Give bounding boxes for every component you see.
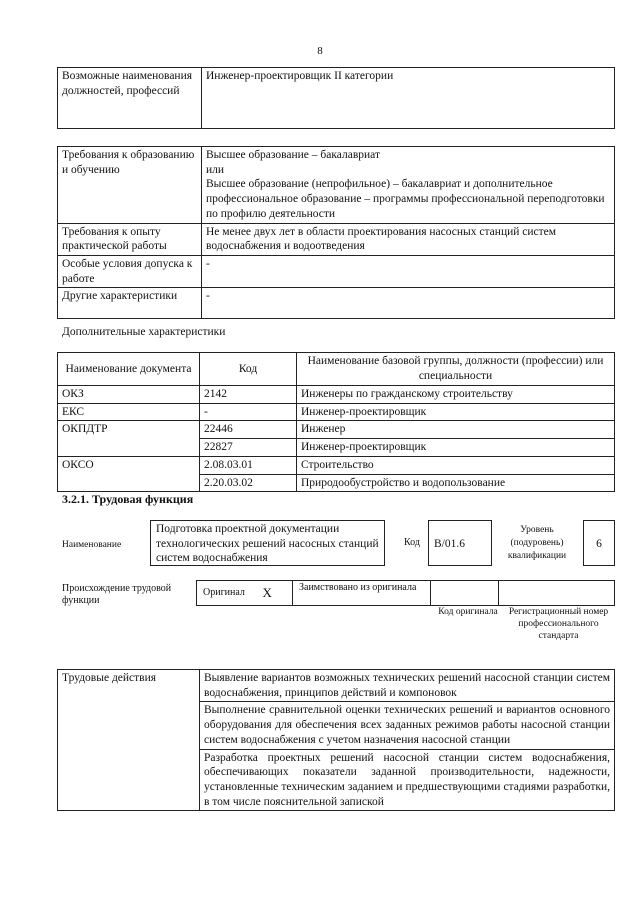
cell-doc: ОКПДТР bbox=[58, 421, 200, 439]
cell-code: 2142 bbox=[200, 386, 297, 404]
cell-code: 2.08.03.01 bbox=[200, 456, 297, 474]
table-row bbox=[58, 223, 615, 255]
cell-code: 2.20.03.02 bbox=[200, 474, 297, 492]
original-code-label: Код оригинала bbox=[438, 607, 498, 617]
cell-name: Инженер-проектировщик bbox=[297, 439, 615, 457]
conditions-value: - bbox=[202, 256, 615, 288]
table-row bbox=[58, 403, 615, 421]
education-value: Высшее образование – бакалавриат или Высшее образование (непрофильное) – бакалавриат и дополнительное профессиональное образование – программы профессиональной переподготовки по профилю деятельности bbox=[202, 147, 615, 224]
function-level-label: Уровень (подуровень) квалификации bbox=[507, 525, 567, 561]
cell-name: Строительство bbox=[297, 456, 615, 474]
table-row bbox=[58, 288, 615, 319]
cell-name: Природообустройство и водопользование bbox=[297, 474, 615, 492]
conditions-label: Особые условия допуска к работе bbox=[58, 256, 202, 288]
table-row bbox=[58, 439, 615, 457]
function-heading: 3.2.1. Трудовая функция bbox=[62, 492, 194, 506]
table-row bbox=[58, 670, 615, 702]
function-name-label: Наименование bbox=[62, 540, 122, 550]
actions-label: Трудовые действия bbox=[58, 670, 200, 811]
actions-table bbox=[57, 669, 615, 811]
borrowed-label: Заимствовано из оригинала bbox=[293, 581, 431, 606]
cell-doc bbox=[58, 439, 200, 457]
original-mark: X bbox=[257, 581, 293, 606]
origin-table bbox=[196, 580, 615, 606]
cell-name: Инженер bbox=[297, 421, 615, 439]
requirements-table bbox=[57, 146, 615, 319]
table-row bbox=[58, 147, 615, 224]
cell-code: 22446 bbox=[200, 421, 297, 439]
positions-label: Возможные наименования должностей, профессий bbox=[58, 68, 202, 129]
cell-doc: ОКСО bbox=[58, 456, 200, 474]
table-row bbox=[58, 421, 615, 439]
cell-name: Инженер-проектировщик bbox=[297, 403, 615, 421]
table-row bbox=[58, 456, 615, 474]
cell-name: Инженеры по гражданскому строительству bbox=[297, 386, 615, 404]
table-row bbox=[58, 386, 615, 404]
col-header-name: Наименование базовой группы, должности (профессии) или специальности bbox=[297, 353, 615, 386]
cell-code: 22827 bbox=[200, 439, 297, 457]
table-row bbox=[58, 68, 615, 129]
action-item: Разработка проектных решений насосной станции систем водоснабжения, обеспечивающих показатели заданной производительности, надежности, установленные техническим заданием и предшествующими стадиями разработки, в том числе пояснительной запиской bbox=[200, 749, 615, 811]
page-number: 8 bbox=[317, 45, 323, 57]
table-row bbox=[58, 474, 615, 492]
positions-value: Инженер-проектировщик II категории bbox=[202, 68, 615, 129]
col-header-document: Наименование документа bbox=[58, 353, 200, 386]
reg-number-label: Регистрационный номер профессионального стандарта bbox=[508, 607, 609, 641]
function-code-value: B/01.6 bbox=[428, 520, 492, 566]
cell-doc: ОКЗ bbox=[58, 386, 200, 404]
function-code-label: Код bbox=[404, 537, 420, 548]
additional-table bbox=[57, 352, 615, 492]
experience-value: Не менее двух лет в области проектирования насосных станций систем водоснабжения и водоотведения bbox=[202, 223, 615, 255]
table-row bbox=[58, 256, 615, 288]
cell-code: - bbox=[200, 403, 297, 421]
function-level-value: 6 bbox=[583, 520, 615, 566]
action-item: Выполнение сравнительной оценки технических решений и вариантов основного оборудования для обеспечения всех заданных режимов работы насосной станции систем водоснабжения с учетом назначения насосной станции bbox=[200, 702, 615, 749]
experience-label: Требования к опыту практической работы bbox=[58, 223, 202, 255]
additional-title: Дополнительные характеристики bbox=[62, 326, 226, 338]
positions-table bbox=[57, 67, 615, 129]
education-label: Требования к образованию и обучению bbox=[58, 147, 202, 224]
other-value: - bbox=[202, 288, 615, 319]
action-item: Выявление вариантов возможных технических решений насосной станции систем водоснабжения, принципов действий и компоновок bbox=[200, 670, 615, 702]
cell-doc: ЕКС bbox=[58, 403, 200, 421]
origin-label: Происхождение трудовой функции bbox=[62, 583, 172, 606]
other-label: Другие характеристики bbox=[58, 288, 202, 319]
reg-number-cell bbox=[499, 581, 615, 606]
original-label: Оригинал bbox=[197, 581, 257, 606]
cell-doc bbox=[58, 474, 200, 492]
table-header-row bbox=[58, 353, 615, 386]
original-code-cell bbox=[431, 581, 499, 606]
function-name-value: Подготовка проектной документации технологических решений насосных станций систем водоснабжения bbox=[150, 520, 385, 566]
col-header-code: Код bbox=[200, 353, 297, 386]
table-row bbox=[197, 581, 615, 606]
